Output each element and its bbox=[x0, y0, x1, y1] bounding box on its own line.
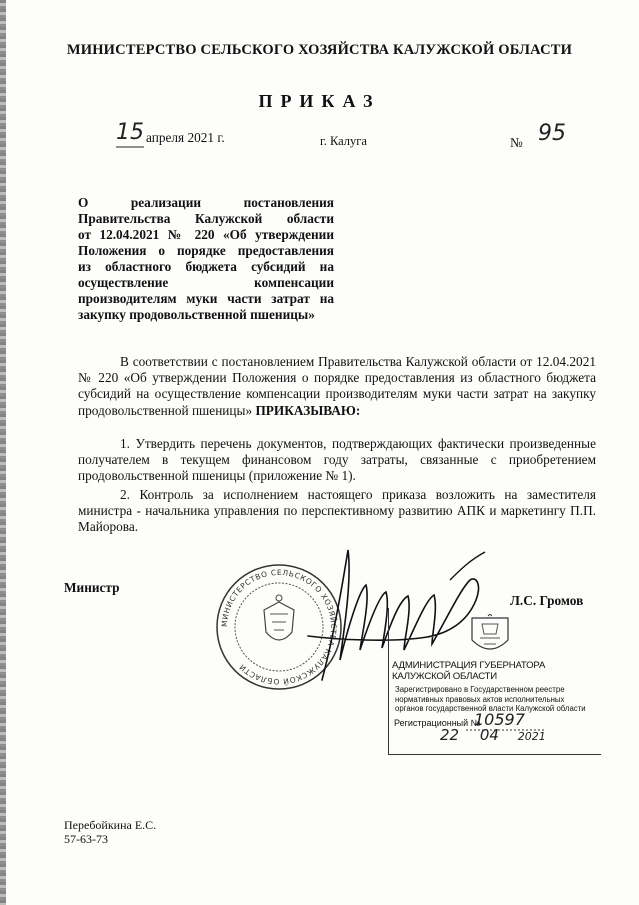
order-item-2 bbox=[78, 487, 596, 536]
date-month-year: апреля 2021 г. bbox=[146, 130, 225, 145]
signature-name: Л.С. Громов bbox=[510, 593, 584, 608]
day-underline bbox=[116, 144, 146, 150]
executor-name: Перебойкина Е.С. bbox=[64, 818, 157, 832]
preamble-paragraph bbox=[78, 354, 596, 419]
preamble-text: В соответствии с постановлением Правительства Калужской области от 12.04.2021 № 220 «Об утверждении Положения о порядке предоставления из областного бюджета субсидий на осуществление компенсации производителям муки части затрат на закупку продовольственной пшеницы» bbox=[78, 354, 596, 418]
subject-line: производителям муки части затрат на bbox=[78, 291, 334, 306]
signature-post: Министр bbox=[64, 580, 120, 595]
subject-line: от 12.04.2021 № 220 «Об утверждении bbox=[78, 227, 334, 242]
subject-line: из областного бюджета субсидий на bbox=[78, 259, 334, 274]
city: г. Калуга bbox=[320, 134, 367, 148]
orders-word: ПРИКАЗЫВАЮ: bbox=[255, 402, 361, 418]
subject-line: Положения о порядке предоставления bbox=[78, 243, 334, 258]
registration-number-label: Регистрационный № bbox=[394, 718, 481, 728]
subject-line: Правительства Калужской области bbox=[78, 211, 334, 226]
subject-line: закупку продовольственной пшеницы» bbox=[78, 307, 315, 322]
ministry-header: МИНИСТЕРСТВО СЕЛЬСКОГО ХОЗЯЙСТВА КАЛУЖСКОЙ ОБЛАСТИ bbox=[66, 42, 573, 58]
handwritten-day: 15 bbox=[116, 120, 144, 145]
order-item-2-text: 2. Контроль за исполнением настоящего приказа возложить на заместителя министра - начальника управления по перспективному развитию АПК и маркетингу П.П. Майорова. bbox=[78, 487, 596, 535]
number-label: № bbox=[510, 135, 523, 150]
subject-line: О реализации постановления bbox=[78, 195, 334, 210]
order-number: 95 bbox=[538, 121, 566, 146]
subject-line: осуществление компенсации bbox=[78, 275, 334, 290]
coat-of-arms-icon bbox=[468, 614, 512, 660]
order-item-1 bbox=[78, 436, 596, 485]
subject-block bbox=[78, 195, 334, 323]
registration-date bbox=[440, 726, 546, 744]
reg-date-day: 22 bbox=[440, 726, 460, 744]
order-item-1-text: 1. Утвердить перечень документов, подтверждающих фактически произведенные получателем в текущем финансовом году затраты, связанные с приобретением продовольственной пшеницы (приложение № 1). bbox=[78, 436, 596, 484]
reg-date-year: 2021 bbox=[517, 730, 546, 743]
executor-phone: 57-63-73 bbox=[64, 832, 108, 846]
scan-edge bbox=[0, 0, 6, 905]
registration-text: Зарегистрировано в Государственном реестре нормативных правовых актов исполнительных органов государственной власти Калужской области bbox=[395, 685, 586, 713]
registration-org: АДМИНИСТРАЦИЯ ГУБЕРНАТОРА КАЛУЖСКОЙ ОБЛАСТИ bbox=[392, 660, 546, 682]
svg-text:МИНИСТЕРСТВО СЕЛЬСКОГО ХОЗЯЙСТ: МИНИСТЕРСТВО СЕЛЬСКОГО ХОЗЯЙСТВА КАЛУЖСКОЙ ОБЛАСТИ bbox=[219, 567, 339, 687]
order-date bbox=[116, 120, 144, 145]
reg-date-month: 04 bbox=[479, 726, 499, 744]
registration-number: 10597 bbox=[474, 710, 525, 729]
document-title: ПРИКАЗ bbox=[258, 91, 381, 111]
